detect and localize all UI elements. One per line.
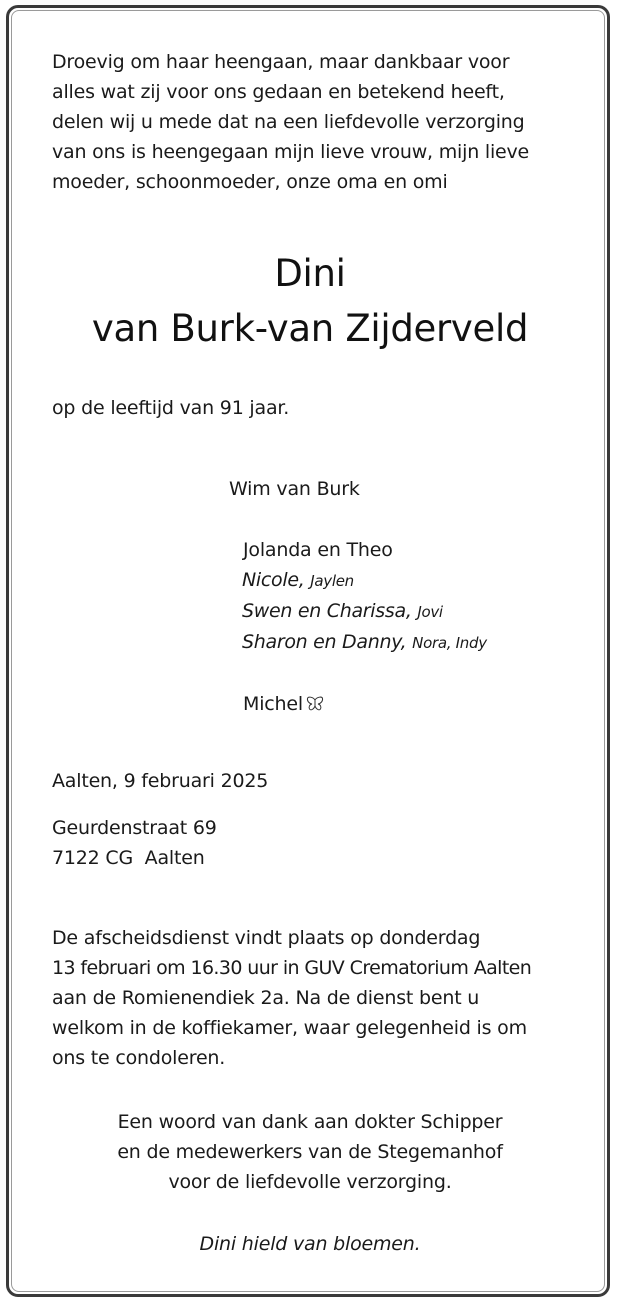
thanks-line: en de medewerkers van de Stegemanhof bbox=[117, 1141, 503, 1163]
intro-line: alles wat zij voor ons gedaan en betekend heeft, bbox=[52, 81, 505, 103]
family-child-name: Michel bbox=[243, 693, 303, 715]
great-grandchild-names: Jovi bbox=[417, 603, 443, 621]
grandchildren-line bbox=[242, 627, 487, 658]
closing-line: Dini hield van bloemen. bbox=[199, 1233, 421, 1255]
grandchild-names: Sharon en Danny, bbox=[242, 631, 407, 653]
service-line: 13 februari om 16.30 uur in GUV Crematorium Aalten bbox=[52, 957, 532, 979]
family-child: Jolanda en Theo bbox=[243, 539, 393, 561]
address-street: Geurdenstraat 69 bbox=[52, 817, 217, 839]
service-paragraph bbox=[52, 923, 568, 1073]
butterfly-icon bbox=[306, 696, 324, 712]
deceased-first-name: Dini bbox=[274, 252, 346, 295]
grandchild-names: Swen en Charissa, bbox=[242, 600, 412, 622]
intro-line: moeder, schoonmoeder, onze oma en omi bbox=[52, 171, 448, 193]
address-block bbox=[52, 813, 568, 873]
intro-line: delen wij u mede dat na een liefdevolle verzorging bbox=[52, 111, 525, 133]
intro-line: van ons is heengegaan mijn lieve vrouw, mijn lieve bbox=[52, 141, 530, 163]
service-line: aan de Romienendiek 2a. Na de dienst bent u bbox=[52, 987, 480, 1009]
great-grandchild-names: Jaylen bbox=[310, 572, 354, 590]
deceased-full-name: van Burk-van Zijderveld bbox=[91, 307, 529, 350]
address-postal-city: 7122 CG Aalten bbox=[52, 847, 205, 869]
age-line: op de leeftijd van 91 jaar. bbox=[52, 397, 290, 419]
intro-paragraph bbox=[52, 47, 568, 197]
thanks-line: voor de liefdevolle verzorging. bbox=[168, 1171, 452, 1193]
service-line: De afscheidsdienst vindt plaats op donderdag bbox=[52, 927, 481, 949]
great-grandchild-names: Nora, Indy bbox=[412, 634, 487, 652]
intro-line: Droevig om haar heengaan, maar dankbaar voor bbox=[52, 51, 510, 73]
service-line: welkom in de koffiekamer, waar gelegenheid is om bbox=[52, 1017, 527, 1039]
thanks-line: Een woord van dank aan dokter Schipper bbox=[117, 1111, 503, 1133]
family-child-deceased bbox=[243, 689, 324, 719]
thanks-paragraph bbox=[20, 1107, 600, 1197]
grandchild-names: Nicole, bbox=[242, 569, 305, 591]
place-date: Aalten, 9 februari 2025 bbox=[52, 770, 269, 792]
grandchildren-line bbox=[242, 596, 443, 627]
service-line: ons te condoleren. bbox=[52, 1047, 226, 1069]
family-husband: Wim van Burk bbox=[229, 478, 360, 500]
grandchildren-line bbox=[242, 565, 354, 596]
